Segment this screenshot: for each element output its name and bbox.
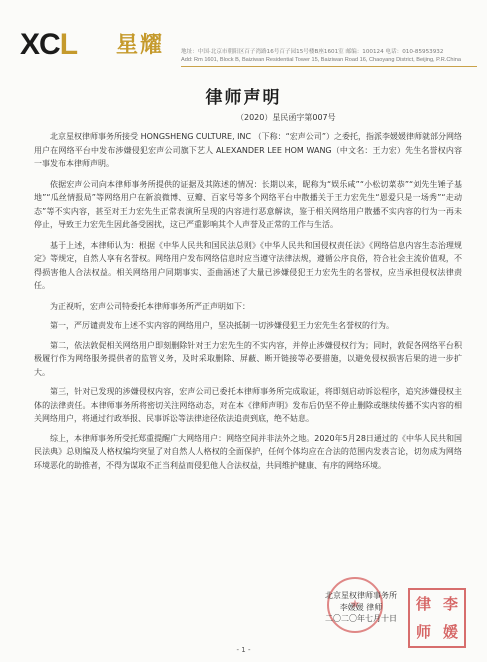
paragraph: 依据宏声公司向本律师事务所提供的证据及其陈述的情况：长期以来，昵称为“娱乐咸”“小松切菜恭”“刘先生锤子基地”“瓜丝情报局”等网络用户在新浪微博、豆瓣、百家号等多个网络平台中散播关于王力宏先生“恩爱只是一场秀”“走动态”等不实内容，甚至对王力宏先生正常表演所呈现的内容进行恶意解读，鉴于相关网络用户散播不实内容的行为一再未停止，导致王力宏先生因此备受困扰，这已严重影响其个人声誉及正常的工作与生活。 (34, 179, 462, 229)
page-number: - 1 - (236, 646, 251, 654)
lawyer-stamp-icon (408, 588, 466, 648)
stamp-char: 李 (442, 595, 458, 613)
paragraph: 综上，本律师事务所受托郑重提醒广大网络用户：网络空间并非法外之地。2020年5月28日通过的《中华人民共和国民法典》总则编及人格权编均突显了对自然人人格权的全面保护，任何个体均应在合法的范围内发表言论，切勿成为网络环境恶化的助推者，不得为谋取不正当利益而侵犯他人合法权益，共同维护健康、有序的网络环境。 (34, 433, 462, 470)
logo-latin-accent: L (59, 28, 78, 61)
logo-latin (20, 28, 77, 62)
address-chinese: 地址：中国·北京市朝阳区百子湾路16号百子园15号楼B座1601室 邮编：100124 电话：010-85953932 (181, 49, 444, 55)
stamp-char: 师 (415, 623, 431, 641)
paragraph: 为正视听，宏声公司特委托本律师事务所严正声明如下： (50, 301, 250, 311)
address-english: Add: Rm 1601, Block B, Baiziwan Residential Tower 15, Baiziwan Road 16, Chaoyang District, Beijing, P.R.China (181, 57, 461, 63)
signature-lawyer: 李媛媛 律师 (339, 602, 383, 612)
stamp-char: 律 (415, 595, 431, 613)
header-divider (181, 66, 477, 67)
paragraph: 第三，针对已发现的涉嫌侵权内容，宏声公司已委托本律师事务所完成取证，将即刻启动诉讼程序，追究涉嫌侵权主体的法律责任。本律师事务所将密切关注网络动态，对在本《律师声明》发布后仍坚不停止删除或继续传播不实内容的相关网络用户，将通过行政举报、民事诉讼等法律途径依法追责到底，绝不姑息。 (34, 387, 462, 423)
logo-chinese: 星耀 (116, 32, 165, 58)
signature-block (301, 590, 421, 625)
statement-body (34, 130, 462, 478)
letterhead (0, 0, 487, 70)
signature-date: 二〇二〇年七月十日 (325, 614, 397, 623)
paragraph: 北京星权律师事务所接受 HONGSHENG CULTURE, INC （下称：“宏声公司”）之委托，指派李媛媛律师就部分网络用户在网络平台中发布涉嫌侵犯宏声公司旗下艺人 ALEXANDER LEE HOM WANG（中文名：王力宏）先生名誉权内容一事发布本律师声明。 (34, 132, 462, 168)
paragraph: 基于上述，本律师认为：根据《中华人民共和国民法总则》《中华人民共和国侵权责任法》《网络信息内容生态治理规定》等规定，自然人享有名誉权。网络用户发布网络信息时应当遵守法律法规，遵循公序良俗，符合社会主流价值观，不得损害他人合法权益。相关网络用户同期事实、歪曲涵述了大量已涉嫌侵犯王力宏先生的名誉权，应当承担侵权法律责任。 (34, 240, 462, 290)
firm-logo (20, 26, 180, 64)
document-title: 律师声明 (205, 88, 282, 108)
reference-number: （2020）星民函字第007号 (236, 113, 336, 122)
paragraph: 第二，依法敦促相关网络用户即刻删除针对王力宏先生的不实内容，并停止涉嫌侵权行为；同时，敦促各网络平台积极履行作为网络服务提供者的监管义务，及时采取删除、屏蔽、断开链接等必要措施，以避免侵权损害后果的进一步扩大。 (34, 340, 462, 377)
stamp-char: 媛 (442, 623, 458, 641)
paragraph: 第一，严厉谴责发布上述不实内容的网络用户，坚决抵制一切涉嫌侵犯王力宏先生名誉权的行为。 (50, 321, 394, 330)
logo-latin-main: XC (20, 28, 60, 61)
signature-firm: 北京星权律师事务所 (325, 591, 397, 600)
